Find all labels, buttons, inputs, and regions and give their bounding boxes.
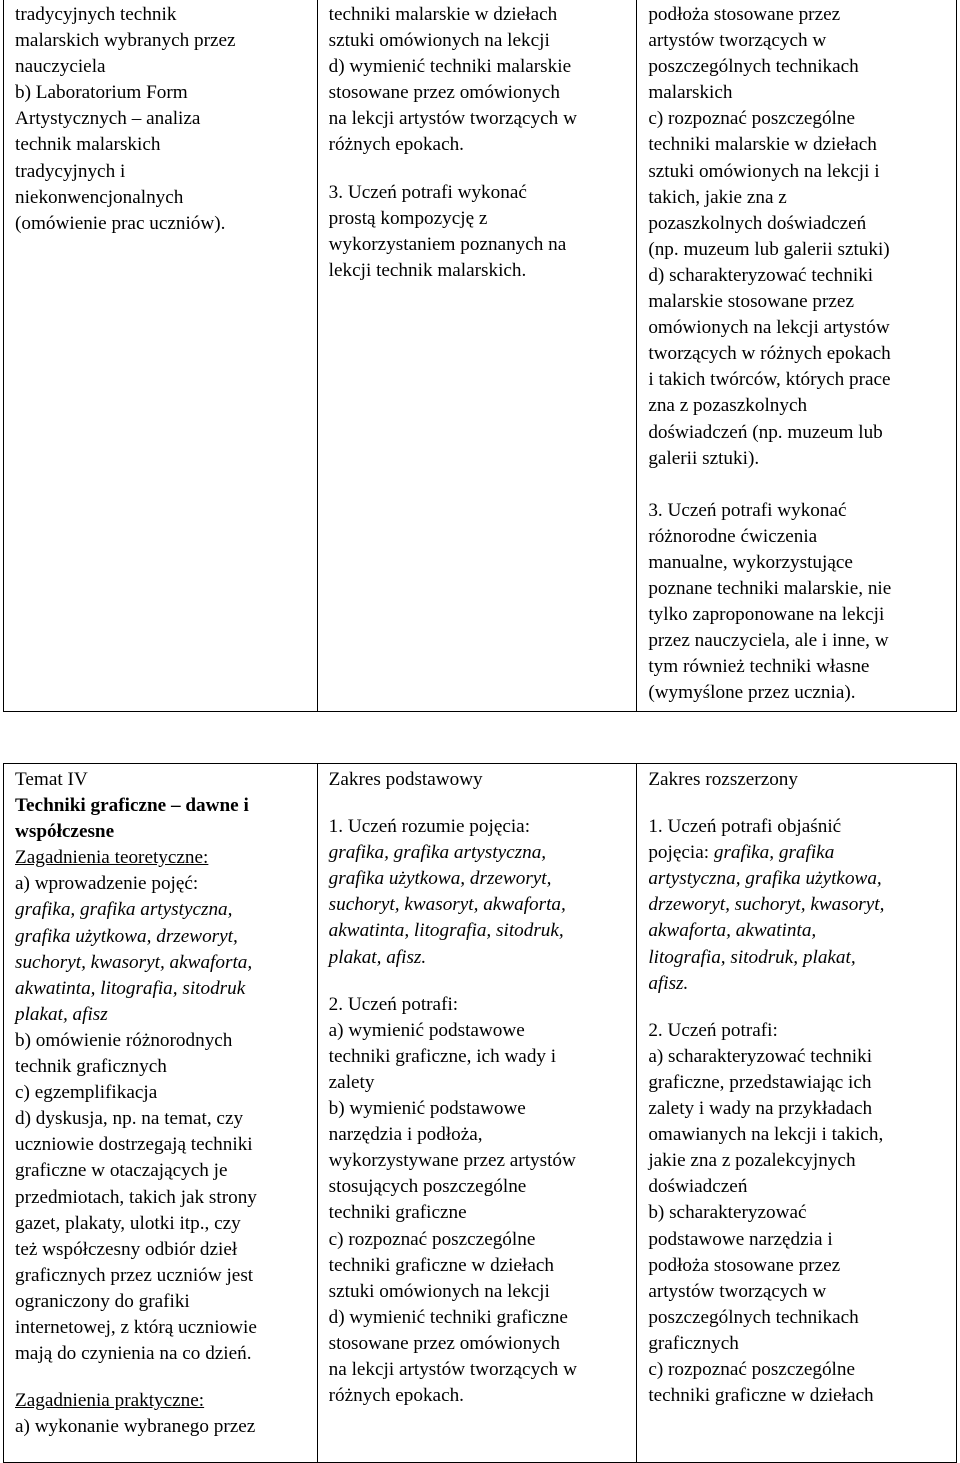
text-line: a) wymienić podstawowe	[328, 1019, 525, 1041]
text-line: a) scharakteryzować techniki	[648, 1045, 873, 1067]
text-line: przedmiotach, takich jak strony	[15, 1186, 257, 1208]
theory-terms	[15, 897, 307, 1027]
text-line: poszczególnych technikach	[648, 56, 859, 78]
practice-lines	[15, 1414, 307, 1440]
text-line: graficzne w otaczających je	[15, 1160, 228, 1182]
text-line: doświadczeń (np. muzeum lub	[648, 421, 883, 443]
text-line: techniki malarskie w dziełach	[328, 4, 558, 25]
text-line: na lekcji artystów tworzących w	[328, 1358, 577, 1380]
text-line: niekonwencjonalnych	[15, 186, 184, 208]
text-line: stosujących poszczególne	[328, 1176, 527, 1198]
extended-p2	[648, 1018, 946, 1409]
text-line: c) rozpoznać poszczególne	[648, 1358, 855, 1380]
basic-p1-intro: 1. Uczeń rozumie pojęcia:	[328, 816, 531, 838]
text-line: pozaszkolnych doświadczeń	[648, 212, 867, 234]
text-line: (np. muzeum lub galerii sztuki)	[648, 238, 890, 260]
text-line: 3. Uczeń potrafi wykonać	[328, 181, 527, 203]
text-line: afisz.	[648, 972, 689, 994]
text-line: b) Laboratorium Form	[15, 82, 188, 104]
text-line: litografia, sitodruk, plakat,	[648, 946, 856, 968]
text-line: d) wymienić techniki graficzne	[328, 1306, 568, 1328]
text-line: stosowane przez omówionych	[328, 82, 560, 104]
text-line: omówionych na lekcji artystów	[648, 317, 890, 339]
text-line: Techniki graficzne – dawne i	[15, 795, 249, 817]
text-line: tradycyjnych i	[15, 160, 126, 182]
text-line: plakat, afisz	[15, 1003, 108, 1025]
text-line: a) wykonanie wybranego przez	[15, 1416, 256, 1438]
text-line: c) rozpoznać poszczególne	[648, 108, 855, 130]
bottom-cell-col2	[317, 764, 637, 1463]
text-line: różnych epokach.	[328, 134, 464, 156]
text-line: techniki graficzne w dziełach	[648, 1385, 874, 1407]
top-cell-col1	[4, 0, 318, 712]
text-line: różnorodne ćwiczenia	[648, 525, 818, 547]
text-line: tylko zaproponowane na lekcji	[648, 604, 885, 626]
text-line: artystów tworzących w	[648, 1280, 827, 1302]
text-line: różnych epokach.	[328, 1385, 464, 1407]
text-line: (omówienie prac uczniów).	[15, 212, 226, 234]
text-line: techniki graficzne, ich wady i	[328, 1045, 557, 1067]
basic-p1-terms	[329, 840, 627, 970]
text-line: 2. Uczeń potrafi:	[328, 993, 459, 1015]
bottom-cell-col3	[637, 764, 957, 1463]
text-line: też współczesny odbiór dzieł	[15, 1238, 238, 1260]
text-line: graficzne, przedstawiając ich	[648, 1071, 872, 1093]
text-line: uczniowie dostrzegają techniki	[15, 1134, 253, 1156]
text-line: galerii sztuki).	[648, 447, 760, 469]
text-line: b) wymienić podstawowe	[328, 1098, 526, 1120]
text-line: i takich twórców, których prace	[648, 369, 891, 391]
text-line: podstawowe narzędzia i	[648, 1228, 833, 1250]
text-line: 3. Uczeń potrafi wykonać	[648, 499, 847, 521]
basic-scope-header: Zakres podstawowy	[328, 769, 483, 790]
text-line: techniki graficzne w dziełach	[328, 1254, 554, 1276]
text-line: grafika użytkowa, drzeworyt,	[328, 868, 552, 890]
practice-heading: Zagadnienia praktyczne:	[15, 1390, 205, 1412]
text-line: b) omówienie różnorodnych	[15, 1029, 233, 1051]
text-line: gazet, plakaty, ulotki itp., czy	[15, 1212, 241, 1234]
text-line: c) egzemplifikacja	[15, 1082, 158, 1104]
text-line: sztuki omówionych na lekcji	[328, 30, 550, 52]
text-line: na lekcji artystów tworzących w	[328, 108, 577, 130]
text-line: stosowane przez omówionych	[328, 1332, 560, 1354]
text-line: techniki malarskie w dziełach	[648, 134, 877, 156]
top-table	[3, 0, 957, 712]
text-line: podłoża stosowane przez	[648, 4, 841, 25]
text-line: poszczególnych technikach	[648, 1306, 859, 1328]
text-line: takich, jakie zna z	[648, 186, 787, 208]
theory-intro: a) wprowadzenie pojęć:	[15, 873, 199, 895]
text-line: malarskich	[648, 82, 733, 104]
extended-scope-header: Zakres rozszerzony	[648, 769, 798, 790]
text-line: przez nauczyciela, ale i inne, w	[648, 630, 889, 652]
top-cell-col2	[317, 0, 637, 712]
text-line: akwatinta, litografia, sitodruk	[15, 977, 246, 999]
text-line: c) rozpoznać poszczególne	[328, 1228, 536, 1250]
text-line: współczesne	[15, 821, 115, 843]
text-line: doświadczeń	[648, 1176, 748, 1198]
text-line: grafika użytkowa, drzeworyt,	[15, 925, 238, 947]
text-line: d) dyskusja, np. na temat, czy	[15, 1108, 244, 1130]
basic-p2	[329, 992, 627, 1410]
text-line: (wymyślone przez ucznia).	[648, 682, 856, 704]
text-line: malarskie stosowane przez	[648, 291, 854, 313]
text-line: techniki graficzne	[328, 1202, 467, 1224]
text-line: malarskich wybranych przez	[15, 30, 236, 52]
text-line: grafika, grafika artystyczna,	[15, 899, 233, 921]
text-line: poznane techniki malarskie, nie	[648, 577, 892, 599]
text-line: narzędzia i podłoża,	[328, 1124, 483, 1146]
bottom-cell-col1	[4, 764, 318, 1463]
theory-rest	[15, 1028, 307, 1367]
extended-p1-line2: pojęcia: grafika, grafika	[648, 842, 835, 864]
text-line: jakie zna z pozalekcyjnych	[648, 1150, 856, 1172]
text-line: b) scharakteryzować	[648, 1202, 807, 1224]
text-line: wykorzystaniem poznanych na	[328, 233, 567, 255]
text-line: ograniczony do grafiki	[15, 1290, 190, 1312]
theory-heading: Zagadnienia teoretyczne:	[15, 847, 209, 869]
text-line: prostą kompozycję z	[328, 207, 488, 229]
text-line: d) scharakteryzować techniki	[648, 264, 874, 286]
text-line: graficznych przez uczniów jest	[15, 1264, 254, 1286]
text-line: plakat, afisz.	[328, 946, 427, 968]
text-line: akwatinta, litografia, sitodruk,	[328, 920, 564, 942]
text-line: d) wymienić techniki malarskie	[328, 56, 572, 78]
text-line: technik malarskich	[15, 134, 161, 156]
text-line: podłoża stosowane przez	[648, 1254, 841, 1276]
text-line: zna z pozaszkolnych	[648, 395, 808, 417]
text-line: tym również techniki własne	[648, 656, 870, 678]
text-line: artystów tworzących w	[648, 30, 827, 52]
text-line: zalety	[328, 1071, 375, 1093]
text-line: suchoryt, kwasoryt, akwaforta,	[15, 951, 253, 973]
text-line: Artystycznych – analiza	[15, 108, 201, 130]
text-line: grafika, grafika artystyczna,	[328, 842, 547, 864]
text-line: graficznych	[648, 1332, 739, 1354]
text-line: mają do czynienia na co dzień.	[15, 1343, 252, 1365]
text-line: tradycyjnych technik	[15, 4, 177, 25]
text-line: omawianych na lekcji i takich,	[648, 1124, 884, 1146]
text-line: sztuki omówionych na lekcji i	[648, 160, 880, 182]
text-line: akwaforta, akwatinta,	[648, 920, 817, 942]
text-line: 2. Uczeń potrafi:	[648, 1019, 778, 1041]
text-line: zalety i wady na przykładach	[648, 1098, 873, 1120]
extended-p1-terms	[648, 866, 946, 996]
bottom-table	[3, 763, 957, 1463]
text-line: sztuki omówionych na lekcji	[328, 1280, 550, 1302]
text-line: artystyczna, grafika użytkowa,	[648, 868, 882, 890]
top-cell-col3	[637, 0, 957, 712]
extended-p1-line1: 1. Uczeń potrafi objaśnić	[648, 816, 842, 838]
text-line: manualne, wykorzystujące	[648, 551, 853, 573]
text-line: suchoryt, kwasoryt, akwaforta,	[328, 894, 566, 916]
text-line: lekcji technik malarskich.	[328, 259, 527, 281]
text-line: tworzących w różnych epokach	[648, 343, 891, 365]
text-line: nauczyciela	[15, 56, 106, 78]
topic-title	[15, 793, 307, 845]
topic-number: Temat IV	[15, 769, 88, 790]
text-line: internetowej, z którą uczniowie	[15, 1316, 257, 1338]
text-line: wykorzystywane przez artystów	[328, 1150, 576, 1172]
text-line: drzeworyt, suchoryt, kwasoryt,	[648, 894, 885, 916]
text-line: technik graficznych	[15, 1056, 167, 1078]
